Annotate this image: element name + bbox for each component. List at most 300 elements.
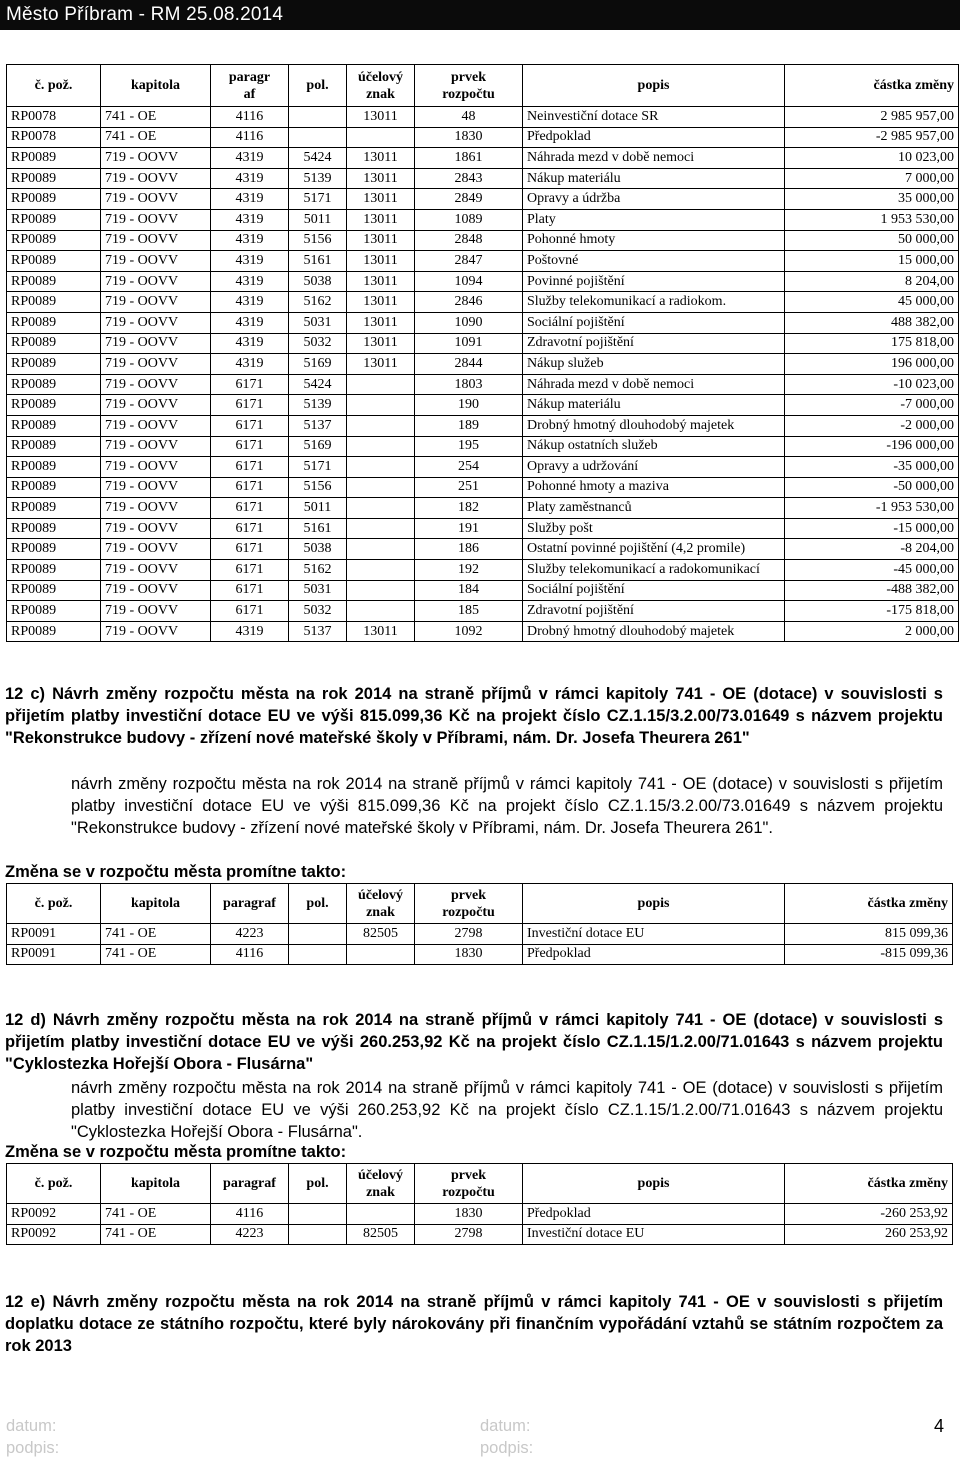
cell-amount: -10 023,00 — [785, 374, 959, 395]
cell-paragraph: 4319 — [211, 230, 289, 251]
cell-amount: 15 000,00 — [785, 251, 959, 272]
cell-chapter: 719 - OOVV — [101, 601, 211, 622]
table-header-row — [7, 884, 953, 924]
cell-purpose-code: 13011 — [347, 271, 415, 292]
cell-amount: -488 382,00 — [785, 580, 959, 601]
cell-description: Investiční dotace EU — [523, 924, 785, 945]
cell-chapter: 719 - OOVV — [101, 436, 211, 457]
cell-chapter: 719 - OOVV — [101, 580, 211, 601]
cell-budget-element: 1089 — [415, 209, 523, 230]
section-d-change-label: Změna se v rozpočtu města promítne takto: — [5, 1143, 347, 1161]
cell-chapter: 719 - OOVV — [101, 271, 211, 292]
table-row — [7, 292, 959, 313]
cell-item: 5038 — [289, 271, 347, 292]
cell-paragraph: 4319 — [211, 168, 289, 189]
cell-chapter: 719 - OOVV — [101, 518, 211, 539]
cell-description: Předpoklad — [523, 944, 785, 965]
cell-order: RP0089 — [7, 230, 101, 251]
cell-chapter: 719 - OOVV — [101, 560, 211, 581]
cell-amount: -815 099,36 — [785, 944, 953, 965]
cell-amount: 175 818,00 — [785, 333, 959, 354]
cell-description: Povinné pojištění — [523, 271, 785, 292]
cell-budget-element: 2849 — [415, 189, 523, 210]
cell-amount: 1 953 530,00 — [785, 209, 959, 230]
col-header-chapter: kapitola — [101, 1164, 211, 1204]
cell-purpose-code — [347, 374, 415, 395]
cell-purpose-code — [347, 457, 415, 478]
cell-purpose-code — [347, 127, 415, 148]
cell-chapter: 741 - OE — [101, 944, 211, 965]
cell-paragraph: 4319 — [211, 354, 289, 375]
cell-item: 5171 — [289, 457, 347, 478]
col-header-description: popis — [523, 1164, 785, 1204]
table-row — [7, 415, 959, 436]
cell-chapter: 719 - OOVV — [101, 374, 211, 395]
cell-order: RP0089 — [7, 168, 101, 189]
cell-item: 5011 — [289, 498, 347, 519]
table-header-row — [7, 65, 959, 107]
page-number: 4 — [933, 1416, 944, 1436]
cell-chapter: 719 - OOVV — [101, 251, 211, 272]
table-row — [7, 539, 959, 560]
table-row — [7, 924, 953, 945]
cell-amount: 260 253,92 — [785, 1224, 953, 1245]
cell-description: Drobný hmotný dlouhodobý majetek — [523, 621, 785, 642]
cell-item: 5137 — [289, 415, 347, 436]
col-header-chapter: kapitola — [101, 65, 211, 107]
section-e-heading: 12 e) Návrh změny rozpočtu města na rok 2014 na straně příjmů v rámci kapitoly 741 - OE v souvislosti s přijetím doplatku dotace ze státního rozpočtu, které byly nárokovány při finančním vypořádání vztahů se státním rozpočtem za rok 2013 — [5, 1293, 943, 1355]
cell-amount: 45 000,00 — [785, 292, 959, 313]
cell-purpose-code — [347, 395, 415, 416]
cell-order: RP0089 — [7, 312, 101, 333]
cell-order: RP0089 — [7, 251, 101, 272]
table-row — [7, 374, 959, 395]
cell-amount: 488 382,00 — [785, 312, 959, 333]
cell-item: 5139 — [289, 395, 347, 416]
cell-purpose-code — [347, 415, 415, 436]
cell-item: 5169 — [289, 436, 347, 457]
cell-order: RP0089 — [7, 518, 101, 539]
table-row — [7, 312, 959, 333]
footer-left-date: datum: — [6, 1417, 57, 1435]
cell-description: Nákup materiálu — [523, 395, 785, 416]
cell-item: 5171 — [289, 189, 347, 210]
cell-purpose-code: 13011 — [347, 251, 415, 272]
cell-budget-element: 254 — [415, 457, 523, 478]
cell-amount: -8 204,00 — [785, 539, 959, 560]
col-header-amount: částka změny — [785, 65, 959, 107]
cell-order: RP0089 — [7, 354, 101, 375]
col-header-description: popis — [523, 65, 785, 107]
cell-purpose-code: 13011 — [347, 209, 415, 230]
cell-paragraph: 4116 — [211, 944, 289, 965]
cell-budget-element: 186 — [415, 539, 523, 560]
cell-purpose-code: 13011 — [347, 292, 415, 313]
cell-amount: 10 023,00 — [785, 148, 959, 169]
cell-purpose-code: 13011 — [347, 621, 415, 642]
cell-item: 5424 — [289, 148, 347, 169]
cell-description: Opravy a udržování — [523, 457, 785, 478]
cell-paragraph: 4223 — [211, 1224, 289, 1245]
cell-order: RP0089 — [7, 374, 101, 395]
cell-chapter: 719 - OOVV — [101, 230, 211, 251]
cell-amount: -2 000,00 — [785, 415, 959, 436]
cell-chapter: 719 - OOVV — [101, 539, 211, 560]
table-row — [7, 580, 959, 601]
cell-description: Zdravotní pojištění — [523, 601, 785, 622]
cell-purpose-code: 13011 — [347, 230, 415, 251]
cell-order: RP0089 — [7, 477, 101, 498]
cell-chapter: 719 - OOVV — [101, 621, 211, 642]
cell-paragraph: 4116 — [211, 1204, 289, 1225]
cell-item: 5162 — [289, 292, 347, 313]
cell-order: RP0089 — [7, 436, 101, 457]
cell-budget-element: 251 — [415, 477, 523, 498]
cell-chapter: 719 - OOVV — [101, 477, 211, 498]
cell-budget-element: 2846 — [415, 292, 523, 313]
cell-budget-element: 1830 — [415, 944, 523, 965]
cell-paragraph: 6171 — [211, 457, 289, 478]
cell-description: Neinvestiční dotace SR — [523, 107, 785, 128]
cell-amount: -15 000,00 — [785, 518, 959, 539]
section-d-heading: 12 d) Návrh změny rozpočtu města na rok 2014 na straně příjmů v rámci kapitoly 741 - OE (dotace) v souvislosti s přijetím platby investiční dotace EU ve výši 260.253,92 Kč na projekt číslo CZ.1.15/1.2.00/71.01643 s názvem projektu "Cyklostezka Hořejší Obora - Flusárna" — [5, 1011, 943, 1073]
cell-order: RP0089 — [7, 333, 101, 354]
col-header-paragraph: paragr af — [211, 65, 289, 107]
cell-paragraph: 6171 — [211, 539, 289, 560]
table-row — [7, 1224, 953, 1245]
cell-amount: 815 099,36 — [785, 924, 953, 945]
cell-paragraph: 4319 — [211, 333, 289, 354]
cell-amount: -1 953 530,00 — [785, 498, 959, 519]
cell-chapter: 719 - OOVV — [101, 333, 211, 354]
cell-paragraph: 4319 — [211, 621, 289, 642]
cell-item: 5161 — [289, 518, 347, 539]
cell-description: Sociální pojištění — [523, 580, 785, 601]
col-header-budget-element: prvek rozpočtu — [415, 1164, 523, 1204]
cell-description: Náhrada mezd v době nemoci — [523, 374, 785, 395]
cell-item: 5032 — [289, 601, 347, 622]
cell-budget-element: 2844 — [415, 354, 523, 375]
table-row — [7, 498, 959, 519]
cell-purpose-code — [347, 1204, 415, 1225]
table-row — [7, 354, 959, 375]
table-row — [7, 251, 959, 272]
table-row — [7, 189, 959, 210]
cell-order: RP0089 — [7, 601, 101, 622]
table-row — [7, 333, 959, 354]
cell-purpose-code — [347, 580, 415, 601]
cell-order: RP0089 — [7, 621, 101, 642]
cell-item: 5011 — [289, 209, 347, 230]
cell-budget-element: 1803 — [415, 374, 523, 395]
cell-paragraph: 4319 — [211, 251, 289, 272]
cell-paragraph: 6171 — [211, 518, 289, 539]
footer-right-date: datum: — [480, 1417, 531, 1435]
col-header-order: č. pož. — [7, 1164, 101, 1204]
cell-budget-element: 189 — [415, 415, 523, 436]
cell-purpose-code — [347, 498, 415, 519]
cell-order: RP0091 — [7, 924, 101, 945]
col-header-purpose-code: účelový znak — [347, 884, 415, 924]
cell-description: Náhrada mezd v době nemoci — [523, 148, 785, 169]
cell-chapter: 719 - OOVV — [101, 415, 211, 436]
cell-order: RP0092 — [7, 1204, 101, 1225]
table-row — [7, 127, 959, 148]
cell-chapter: 719 - OOVV — [101, 457, 211, 478]
table-row — [7, 518, 959, 539]
cell-budget-element: 1090 — [415, 312, 523, 333]
col-header-budget-element: prvek rozpočtu — [415, 65, 523, 107]
cell-chapter: 719 - OOVV — [101, 292, 211, 313]
cell-description: Služby pošt — [523, 518, 785, 539]
cell-chapter: 719 - OOVV — [101, 395, 211, 416]
cell-budget-element: 185 — [415, 601, 523, 622]
cell-order: RP0089 — [7, 209, 101, 230]
cell-item: 5169 — [289, 354, 347, 375]
cell-budget-element: 1830 — [415, 1204, 523, 1225]
cell-purpose-code — [347, 436, 415, 457]
cell-item — [289, 127, 347, 148]
col-header-amount: částka změny — [785, 1164, 953, 1204]
cell-description: Platy — [523, 209, 785, 230]
cell-chapter: 741 - OE — [101, 1204, 211, 1225]
cell-chapter: 719 - OOVV — [101, 168, 211, 189]
cell-amount: -196 000,00 — [785, 436, 959, 457]
cell-purpose-code: 13011 — [347, 107, 415, 128]
cell-purpose-code — [347, 560, 415, 581]
cell-description: Nákup ostatních služeb — [523, 436, 785, 457]
cell-description: Nákup materiálu — [523, 168, 785, 189]
cell-amount: -7 000,00 — [785, 395, 959, 416]
footer-left-signature: podpis: — [6, 1439, 60, 1457]
table-row — [7, 457, 959, 478]
cell-amount: 2 985 957,00 — [785, 107, 959, 128]
cell-budget-element: 1092 — [415, 621, 523, 642]
cell-description: Služby telekomunikací a radiokom. — [523, 292, 785, 313]
cell-item: 5162 — [289, 560, 347, 581]
col-header-paragraph: paragraf — [211, 1164, 289, 1204]
cell-purpose-code: 13011 — [347, 189, 415, 210]
col-header-description: popis — [523, 884, 785, 924]
cell-amount: -35 000,00 — [785, 457, 959, 478]
cell-paragraph: 6171 — [211, 560, 289, 581]
cell-amount: -50 000,00 — [785, 477, 959, 498]
cell-item — [289, 1224, 347, 1245]
cell-paragraph: 6171 — [211, 415, 289, 436]
cell-amount: -45 000,00 — [785, 560, 959, 581]
cell-amount: -175 818,00 — [785, 601, 959, 622]
cell-order: RP0089 — [7, 498, 101, 519]
col-header-item: pol. — [289, 1164, 347, 1204]
cell-description: Zdravotní pojištění — [523, 333, 785, 354]
cell-paragraph: 6171 — [211, 601, 289, 622]
cell-budget-element: 2848 — [415, 230, 523, 251]
document-title-bar — [0, 0, 960, 30]
cell-item: 5137 — [289, 621, 347, 642]
table-row — [7, 148, 959, 169]
cell-purpose-code: 13011 — [347, 312, 415, 333]
cell-budget-element: 48 — [415, 107, 523, 128]
budget-change-table — [6, 64, 959, 642]
cell-chapter: 719 - OOVV — [101, 312, 211, 333]
cell-chapter: 719 - OOVV — [101, 148, 211, 169]
cell-budget-element: 1830 — [415, 127, 523, 148]
cell-paragraph: 4319 — [211, 189, 289, 210]
cell-description: Předpoklad — [523, 127, 785, 148]
cell-amount: 35 000,00 — [785, 189, 959, 210]
section-c-body: návrh změny rozpočtu města na rok 2014 na straně příjmů v rámci kapitoly 741 - OE (dotace) v souvislosti s přijetím platby investiční dotace EU ve výši 815.099,36 Kč na projekt číslo CZ.1.15/3.2.00/73.01649 s názvem projektu "Rekonstrukce budovy - zřízení nové mateřské školy v Příbrami, nám. Dr. Josefa Theurera 261". — [71, 775, 943, 837]
cell-description: Sociální pojištění — [523, 312, 785, 333]
cell-purpose-code: 13011 — [347, 168, 415, 189]
cell-chapter: 741 - OE — [101, 127, 211, 148]
cell-order: RP0089 — [7, 560, 101, 581]
cell-item — [289, 107, 347, 128]
col-header-chapter: kapitola — [101, 884, 211, 924]
cell-chapter: 741 - OE — [101, 924, 211, 945]
table-row — [7, 1204, 953, 1225]
col-header-item: pol. — [289, 884, 347, 924]
cell-purpose-code: 13011 — [347, 148, 415, 169]
cell-item: 5031 — [289, 580, 347, 601]
cell-amount: -260 253,92 — [785, 1204, 953, 1225]
cell-order: RP0089 — [7, 395, 101, 416]
cell-item: 5032 — [289, 333, 347, 354]
cell-paragraph: 6171 — [211, 436, 289, 457]
col-header-purpose-code: účelový znak — [347, 1164, 415, 1204]
cell-amount: 196 000,00 — [785, 354, 959, 375]
cell-budget-element: 1091 — [415, 333, 523, 354]
cell-description: Předpoklad — [523, 1204, 785, 1225]
cell-item — [289, 944, 347, 965]
cell-item — [289, 1204, 347, 1225]
cell-description: Platy zaměstnanců — [523, 498, 785, 519]
table-row — [7, 621, 959, 642]
cell-item: 5031 — [289, 312, 347, 333]
table-row — [7, 560, 959, 581]
col-header-budget-element: prvek rozpočtu — [415, 884, 523, 924]
col-header-amount: částka změny — [785, 884, 953, 924]
table-header-row — [7, 1164, 953, 1204]
cell-order: RP0091 — [7, 944, 101, 965]
cell-purpose-code — [347, 944, 415, 965]
table-row — [7, 107, 959, 128]
cell-chapter: 741 - OE — [101, 107, 211, 128]
cell-description: Investiční dotace EU — [523, 1224, 785, 1245]
cell-budget-element: 2798 — [415, 924, 523, 945]
cell-purpose-code: 82505 — [347, 1224, 415, 1245]
cell-purpose-code: 13011 — [347, 354, 415, 375]
cell-paragraph: 6171 — [211, 395, 289, 416]
cell-chapter: 719 - OOVV — [101, 354, 211, 375]
cell-chapter: 741 - OE — [101, 1224, 211, 1245]
cell-item: 5424 — [289, 374, 347, 395]
cell-paragraph: 4116 — [211, 107, 289, 128]
cell-budget-element: 192 — [415, 560, 523, 581]
cell-item: 5139 — [289, 168, 347, 189]
cell-chapter: 719 - OOVV — [101, 209, 211, 230]
cell-description: Nákup služeb — [523, 354, 785, 375]
section-d-table — [6, 1163, 953, 1245]
cell-order: RP0089 — [7, 148, 101, 169]
cell-purpose-code — [347, 601, 415, 622]
cell-description: Poštovné — [523, 251, 785, 272]
cell-order: RP0089 — [7, 580, 101, 601]
cell-budget-element: 1094 — [415, 271, 523, 292]
cell-paragraph: 6171 — [211, 477, 289, 498]
section-c-change-label: Změna se v rozpočtu města promítne takto: — [5, 863, 347, 881]
cell-order: RP0089 — [7, 271, 101, 292]
cell-purpose-code: 13011 — [347, 333, 415, 354]
col-header-purpose-code: účelový znak — [347, 65, 415, 107]
table-row — [7, 477, 959, 498]
cell-item: 5156 — [289, 477, 347, 498]
table-row — [7, 601, 959, 622]
cell-order: RP0089 — [7, 457, 101, 478]
table-row — [7, 271, 959, 292]
cell-budget-element: 190 — [415, 395, 523, 416]
cell-budget-element: 2847 — [415, 251, 523, 272]
cell-order: RP0089 — [7, 292, 101, 313]
col-header-paragraph: paragraf — [211, 884, 289, 924]
cell-paragraph: 6171 — [211, 374, 289, 395]
cell-paragraph: 4116 — [211, 127, 289, 148]
cell-paragraph: 4319 — [211, 292, 289, 313]
col-header-item: pol. — [289, 65, 347, 107]
cell-paragraph: 4319 — [211, 148, 289, 169]
cell-purpose-code — [347, 539, 415, 560]
cell-budget-element: 2798 — [415, 1224, 523, 1245]
cell-amount: -2 985 957,00 — [785, 127, 959, 148]
table-row — [7, 230, 959, 251]
cell-budget-element: 195 — [415, 436, 523, 457]
cell-item: 5156 — [289, 230, 347, 251]
table-row — [7, 395, 959, 416]
cell-item — [289, 924, 347, 945]
cell-budget-element: 184 — [415, 580, 523, 601]
cell-paragraph: 4319 — [211, 209, 289, 230]
cell-amount: 7 000,00 — [785, 168, 959, 189]
cell-order: RP0078 — [7, 127, 101, 148]
cell-budget-element: 182 — [415, 498, 523, 519]
cell-amount: 8 204,00 — [785, 271, 959, 292]
table-row — [7, 168, 959, 189]
cell-amount: 2 000,00 — [785, 621, 959, 642]
cell-chapter: 719 - OOVV — [101, 498, 211, 519]
cell-item: 5038 — [289, 539, 347, 560]
cell-order: RP0089 — [7, 415, 101, 436]
cell-budget-element: 2843 — [415, 168, 523, 189]
footer-right-signature: podpis: — [480, 1439, 534, 1457]
cell-item: 5161 — [289, 251, 347, 272]
cell-description: Pohonné hmoty — [523, 230, 785, 251]
table-row — [7, 944, 953, 965]
col-header-order: č. pož. — [7, 884, 101, 924]
section-d-body: návrh změny rozpočtu města na rok 2014 na straně příjmů v rámci kapitoly 741 - OE (dotace) v souvislosti s přijetím platby investiční dotace EU ve výši 260.253,92 Kč na projekt číslo CZ.1.15/1.2.00/71.01643 s názvem projektu "Cyklostezka Hořejší Obora - Flusárna". — [71, 1079, 943, 1141]
cell-amount: 50 000,00 — [785, 230, 959, 251]
cell-order: RP0089 — [7, 539, 101, 560]
cell-paragraph: 4223 — [211, 924, 289, 945]
cell-chapter: 719 - OOVV — [101, 189, 211, 210]
cell-description: Ostatní povinné pojištění (4,2 promile) — [523, 539, 785, 560]
cell-paragraph: 4319 — [211, 271, 289, 292]
section-c-table — [6, 883, 953, 965]
cell-budget-element: 1861 — [415, 148, 523, 169]
cell-description: Pohonné hmoty a maziva — [523, 477, 785, 498]
cell-order: RP0092 — [7, 1224, 101, 1245]
cell-budget-element: 191 — [415, 518, 523, 539]
cell-purpose-code — [347, 518, 415, 539]
cell-order: RP0089 — [7, 189, 101, 210]
